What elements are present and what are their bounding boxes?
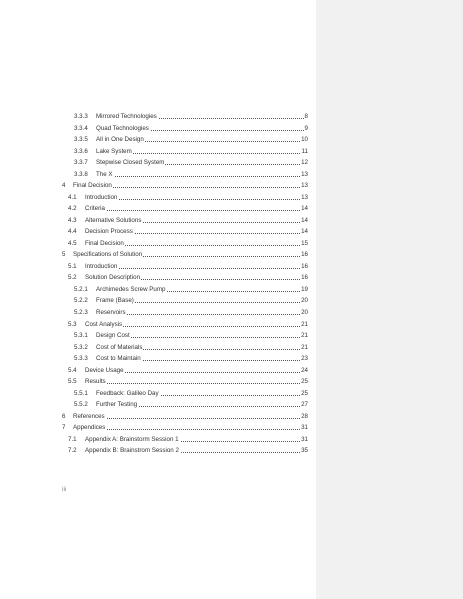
toc-entry-page: 12	[301, 159, 308, 167]
toc-entry-page: 25	[301, 378, 308, 386]
toc-entry-number: 5.5	[68, 378, 77, 386]
toc-entry-number: 5.2.1	[74, 285, 88, 293]
toc-entry-title: Decision Process	[85, 228, 133, 236]
toc-entry-title: Appendices	[73, 424, 106, 432]
toc-entry-number: 3.3.7	[74, 159, 88, 167]
toc-entry-number: 4.4	[68, 228, 77, 236]
toc-entry-title: Cost of Materials	[96, 343, 143, 351]
toc-entry-number: 6	[62, 412, 66, 420]
toc-entry-page: 28	[301, 412, 308, 420]
toc-entry-title: Criteria	[85, 205, 105, 213]
toc-dot-leader	[85, 383, 308, 384]
toc-entry-number: 3.3.4	[74, 124, 88, 132]
toc-entry-title: Appendix B: Brainstrom Session 2	[85, 447, 179, 455]
toc-dot-leader	[85, 210, 308, 211]
toc-entry-page: 35	[301, 447, 308, 455]
toc-entry-page: 16	[301, 251, 308, 259]
toc-entry-number: 4.1	[68, 193, 77, 201]
toc-entry-number: 5.5.2	[74, 401, 88, 409]
toc-entry[interactable]	[62, 180, 308, 191]
toc-dot-leader	[73, 429, 308, 430]
toc-entry[interactable]	[74, 111, 308, 122]
toc-entry-title: Cost Analysis	[85, 320, 123, 328]
toc-entry-title: Cost to Maintain	[96, 355, 141, 363]
toc-entry[interactable]	[68, 261, 308, 272]
toc-entry-title: The X	[96, 170, 113, 178]
toc-entry-page: 21	[301, 320, 308, 328]
toc-entry-page: 31	[301, 424, 308, 432]
toc-entry-number: 5.3	[68, 320, 77, 328]
toc-entry-page: 27	[301, 401, 308, 409]
toc-entry[interactable]	[74, 134, 308, 145]
toc-entry[interactable]	[68, 238, 308, 249]
toc-entry-title: Feedback: Galileo Day	[96, 389, 159, 397]
toc-entry[interactable]	[68, 365, 308, 376]
toc-entry[interactable]	[74, 342, 308, 353]
toc-entry-title: Specifications of Solution	[73, 251, 143, 259]
toc-entry[interactable]	[74, 284, 308, 295]
toc-entry-page: 21	[301, 332, 308, 340]
toc-entry[interactable]	[74, 353, 308, 364]
toc-entry-title: Frame (Base)	[96, 297, 134, 305]
toc-entry[interactable]	[68, 203, 308, 214]
toc-entry-title: Stepwise Closed System	[96, 159, 165, 167]
toc-entry-page: 11	[301, 147, 308, 155]
toc-entry-title: Archimedes Screw Pump	[96, 285, 166, 293]
toc-entry[interactable]	[68, 272, 308, 283]
toc-dot-leader	[73, 418, 308, 419]
toc-dot-leader	[96, 314, 308, 315]
toc-entry-title: Appendix A: Brainstorm Session 1	[85, 435, 179, 443]
toc-entry-number: 4	[62, 182, 66, 190]
toc-entry-number: 7.1	[68, 435, 77, 443]
toc-entry-title: Introduction	[85, 193, 118, 201]
toc-entry[interactable]	[68, 226, 308, 237]
toc-entry[interactable]	[68, 192, 308, 203]
toc-entry[interactable]	[62, 249, 308, 260]
toc-entry-page: 14	[301, 216, 308, 224]
toc-entry-number: 4.3	[68, 216, 77, 224]
toc-entry[interactable]	[74, 307, 308, 318]
toc-entry-number: 5	[62, 251, 66, 259]
footer-page-number: iii	[62, 486, 67, 493]
toc-entry[interactable]	[74, 388, 308, 399]
toc-entry-number: 5.1	[68, 262, 77, 270]
toc-entry-page: 23	[301, 355, 308, 363]
toc-entry-number: 3.3.3	[74, 113, 88, 120]
toc-entry-title: Final Decision	[73, 182, 112, 190]
toc-entry[interactable]	[74, 169, 308, 180]
toc-entry[interactable]	[68, 434, 308, 445]
toc-entry-page: 15	[301, 239, 308, 247]
toc-entry[interactable]	[68, 445, 308, 456]
toc-entry-page: 14	[301, 205, 308, 213]
toc-entry-number: 5.5.1	[74, 389, 88, 397]
toc-entry-title: Lake System	[96, 147, 132, 155]
toc-entry[interactable]	[74, 146, 308, 157]
toc-entry[interactable]	[74, 157, 308, 168]
toc-entry-title: Reservoirs	[96, 309, 126, 316]
toc-entry[interactable]	[68, 215, 308, 226]
toc-entry-number: 5.2	[68, 274, 77, 282]
toc-entry-number: 5.3.3	[74, 355, 88, 363]
toc-dot-leader	[85, 199, 308, 200]
toc-entry[interactable]	[74, 295, 308, 306]
toc-entry-title: References	[73, 412, 105, 420]
toc-entry[interactable]	[68, 319, 308, 330]
toc-entry[interactable]	[62, 422, 308, 433]
toc-entry-title: Mirrored Technologies	[96, 113, 157, 120]
toc-entry-number: 5.4	[68, 366, 77, 374]
toc-entry-number: 5.3.1	[74, 332, 88, 340]
toc-entry-page: 20	[301, 309, 308, 316]
toc-entry-page: 16	[301, 262, 308, 270]
toc-entry-page: 21	[301, 343, 308, 351]
toc-entry-number: 4.2	[68, 205, 77, 213]
toc-entry-page: 14	[301, 228, 308, 236]
toc-entry-page: 9	[304, 124, 308, 132]
toc-entry-title: Device Usage	[85, 366, 124, 374]
toc-entry-page: 20	[301, 297, 308, 305]
toc-entry-number: 3.3.6	[74, 147, 88, 155]
toc-entry-title: Final Decision	[85, 239, 124, 247]
toc-entry-title: Quad Technologies	[96, 124, 149, 132]
toc-entry-number: 3.3.5	[74, 136, 88, 144]
toc-dot-leader	[96, 176, 308, 177]
toc-entry-number: 5.3.2	[74, 343, 88, 351]
toc-entry-page: 19	[301, 285, 308, 293]
toc-entry[interactable]	[62, 411, 308, 422]
toc-entry-number: 4.5	[68, 239, 77, 247]
toc-entry[interactable]	[74, 123, 308, 134]
toc-entry-title: All in One Design	[96, 136, 144, 144]
toc-entry-number: 5.2.3	[74, 309, 88, 316]
toc-entry-title: Introduction	[85, 262, 118, 270]
comment-pane	[316, 0, 463, 599]
toc-entry-number: 7	[62, 424, 66, 432]
toc-entry-number: 5.2.2	[74, 297, 88, 305]
toc-entry[interactable]	[68, 376, 308, 387]
toc-entry-title: Solution Description	[85, 274, 141, 282]
toc-entry-title: Design Cost	[96, 332, 130, 340]
toc-entry-page: 13	[301, 170, 308, 178]
toc-entry-page: 10	[301, 136, 308, 144]
toc-entry-page: 13	[301, 193, 308, 201]
toc-entry-page: 24	[301, 366, 308, 374]
toc-entry-title: Results	[85, 378, 106, 386]
toc-dot-leader	[85, 268, 308, 269]
toc-entry-page: 16	[301, 274, 308, 282]
toc-entry-page: 8	[304, 113, 308, 120]
toc-entry-page: 13	[301, 182, 308, 190]
toc-entry[interactable]	[74, 399, 308, 410]
toc-entry-page: 31	[301, 435, 308, 443]
toc-entry-title: Alternative Solutions	[85, 216, 142, 224]
toc-entry-number: 7.2	[68, 447, 77, 455]
toc-entry-title: Further Testing	[96, 401, 138, 409]
toc-entry-number: 3.3.8	[74, 170, 88, 178]
toc-entry-page: 25	[301, 389, 308, 397]
toc-entry[interactable]	[74, 330, 308, 341]
